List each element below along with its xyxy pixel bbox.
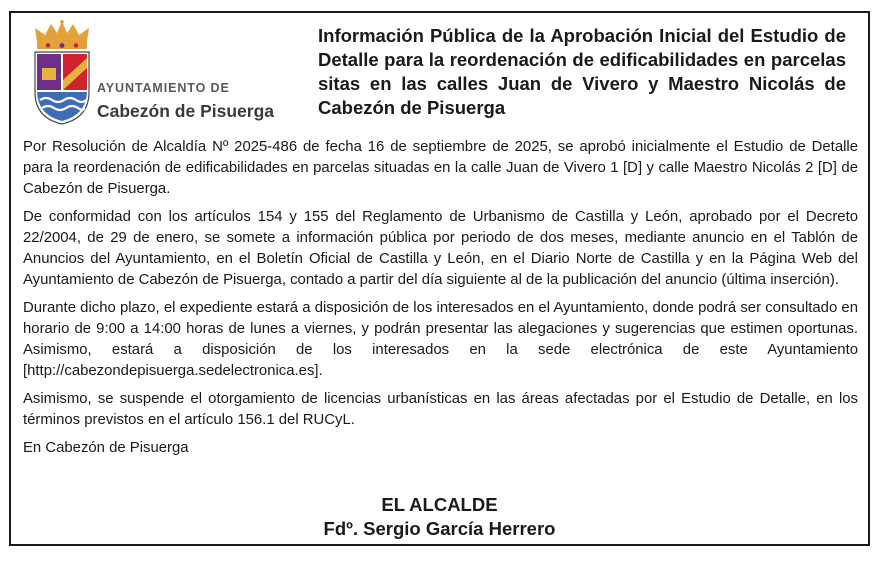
notice-body [23, 137, 858, 466]
shield-icon [35, 52, 89, 124]
signature-block [11, 493, 868, 541]
paragraph-license-suspension: Asimismo, se suspende el otorgamiento de licencias urbanísticas en las áreas afectadas por el Estudio de Detalle, en los términos previstos en el artículo 156.1 del RUCyL. [23, 391, 858, 428]
crown-icon [35, 20, 89, 49]
logo-text-ayuntamiento: AYUNTAMIENTO DE [97, 81, 230, 95]
public-notice [9, 11, 870, 546]
signature-name: Fdº. Sergio García Herrero [323, 518, 556, 539]
notice-title: Información Pública de la Aprobación Inicial del Estudio de Detalle para la reordenación de edificabilidades en parcelas sitas en las calles Juan de Vivero y Maestro Nicolás de Cabezón de Pisuerga [318, 25, 846, 118]
coat-of-arms-icon [31, 20, 93, 126]
paragraph-public-information: De conformidad con los artículos 154 y 155 del Reglamento de Urbanismo de Castilla y León, aprobado por el Decreto 22/2004, de 29 de enero, se somete a información pública por periodo de dos meses, mediante anuncio en el Tablón de Anuncios del Ayuntamiento, en el Boletín Oficial de Castilla y León, en el Diario Norte de Castilla y en la Página Web del Ayuntamiento de Cabezón de Pisuerga, contado a partir del día siguiente al de la publicación del anuncio (última inserción). [23, 209, 858, 288]
signature-title: EL ALCALDE [381, 494, 498, 515]
paragraph-consultation-period: Durante dicho plazo, el expediente estará a disposición de los interesados en el Ayuntamiento, donde podrá ser consultado en horario de 9:00 a 14:00 horas de lunes a viernes, y podrán presentar las alegaciones y sugerencias que estimen oportunas. Asimismo, estará a disposición de los interesados en la sede electrónica de este Ayuntamiento [http://cabezondepisuerga.sedelectronica.es]. [23, 300, 858, 379]
municipal-logo [31, 20, 296, 126]
paragraph-resolution: Por Resolución de Alcaldía Nº 2025-486 de fecha 16 de septiembre de 2025, se aprobó inicialmente el Estudio de Detalle para la reordenación de edificabilidades en parcelas situadas en la calle Juan de Vivero 1 [D] y calle Maestro Nicolás 2 [D] de Cabezón de Pisuerga. [23, 139, 858, 197]
logo-text-town-name: Cabezón de Pisuerga [97, 101, 274, 121]
closing-place: En Cabezón de Pisuerga [23, 440, 189, 456]
notice-header [11, 13, 868, 128]
